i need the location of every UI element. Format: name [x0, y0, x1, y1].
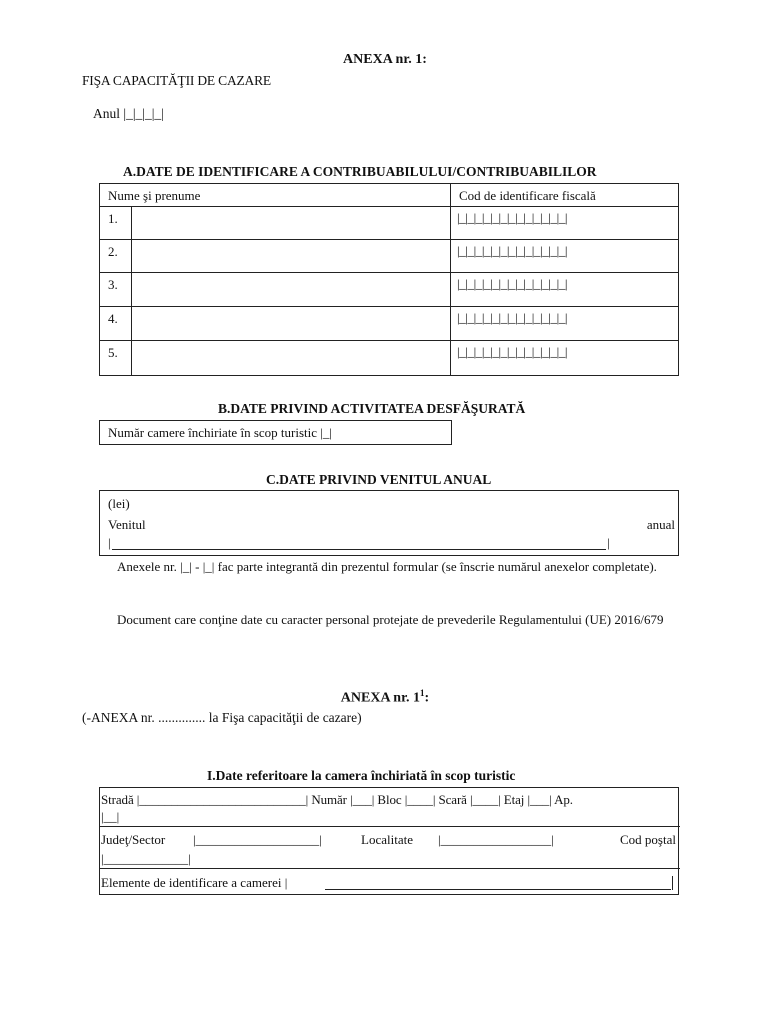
- camere-label: Număr camere închiriate în scop turistic |_|: [108, 425, 332, 440]
- section-a-title: A.DATE DE IDENTIFICARE A CONTRIBUABILULUI/CONTRIBUABILILOR: [123, 164, 597, 179]
- camere-box[interactable]: [99, 420, 452, 445]
- strada-row[interactable]: Stradă |__________________________| Număr |___| Bloc |____| Scară |____| Etaj |___| Ap.: [101, 792, 573, 807]
- cif-cell[interactable]: [450, 239, 679, 273]
- row-divider: [100, 868, 680, 869]
- name-input-cell[interactable]: [131, 306, 451, 341]
- gdpr-paragraph: Document care conţine date cu caracter personal protejate de prevederile Regulamentului (UE) 2016/679: [117, 612, 664, 627]
- row-number: 1.: [108, 211, 118, 226]
- row-number-cell: [99, 239, 132, 273]
- venitul-label: Venitul: [108, 517, 146, 532]
- section-b-title: B.DATE PRIVIND ACTIVITATEA DESFĂŞURATĂ: [218, 401, 526, 416]
- localitate-field[interactable]: |_________________|: [438, 832, 554, 847]
- venit-line-start: |: [108, 535, 111, 550]
- row-divider: [100, 826, 680, 827]
- venit-input-line[interactable]: [108, 537, 610, 550]
- lei-label: (lei): [108, 496, 130, 511]
- name-input-cell[interactable]: [131, 239, 451, 273]
- judet-field[interactable]: |___________________|: [193, 832, 322, 847]
- cod-postal-label: Cod poştal: [620, 832, 676, 847]
- cif-field[interactable]: |_|_|_|_|_|_|_|_|_|_|_|_|_|: [457, 243, 568, 258]
- cif-field[interactable]: |_|_|_|_|_|_|_|_|_|_|_|_|_|: [457, 276, 568, 291]
- row-number: 4.: [108, 311, 118, 326]
- row-number: 5.: [108, 345, 118, 360]
- identification-table: [99, 183, 679, 376]
- row-number: 2.: [108, 244, 118, 259]
- elemente-row[interactable]: [101, 875, 677, 891]
- row-number-cell: [99, 306, 132, 341]
- cif-cell[interactable]: [450, 340, 679, 376]
- cif-cell[interactable]: [450, 206, 679, 240]
- cif-field[interactable]: |_|_|_|_|_|_|_|_|_|_|_|_|_|: [457, 210, 568, 225]
- fisa-title: FIŞA CAPACITĂŢII DE CAZARE: [82, 73, 271, 88]
- elemente-line-end: [672, 876, 673, 890]
- anexele-paragraph: Anexele nr. |_| - |_| fac parte integrantă din prezentul formular (se înscrie numărul anexelor completate).: [117, 559, 657, 574]
- row-number-cell: [99, 272, 132, 307]
- section-c-title: C.DATE PRIVIND VENITUL ANUAL: [266, 472, 492, 487]
- cif-field[interactable]: |_|_|_|_|_|_|_|_|_|_|_|_|_|: [457, 310, 568, 325]
- elemente-underline: [325, 889, 671, 890]
- anul-field[interactable]: Anul |_|_|_|_|: [93, 106, 164, 121]
- col-name-label: Nume şi prenume: [108, 188, 201, 203]
- localitate-label: Localitate: [361, 832, 413, 847]
- row-number: 3.: [108, 277, 118, 292]
- cod-postal-field[interactable]: |_____________|: [101, 851, 191, 866]
- anexa11-title-main: ANEXA nr. 1: [340, 690, 421, 706]
- row-number-cell: [99, 340, 132, 376]
- name-input-cell[interactable]: [131, 206, 451, 240]
- elemente-label: Elemente de identificare a camerei |: [101, 875, 288, 890]
- anexa11-title: [0, 688, 770, 707]
- judet-label: Judeţ/Sector: [101, 832, 166, 847]
- cif-cell[interactable]: [450, 306, 679, 341]
- anual-label: anual: [646, 517, 675, 532]
- anexa11-title-sup: 1: [420, 688, 425, 698]
- col-cif-label: Cod de identificare fiscală: [459, 188, 596, 203]
- venit-box: [99, 490, 679, 556]
- section-i-title: I.Date referitoare la camera închiriată în scop turistic: [207, 768, 516, 783]
- col-header-name: [99, 183, 451, 207]
- ap-field[interactable]: |__|: [101, 809, 120, 824]
- venit-underline: [112, 549, 606, 550]
- venit-line-end: |: [607, 535, 610, 550]
- cif-cell[interactable]: [450, 272, 679, 307]
- name-input-cell[interactable]: [131, 272, 451, 307]
- anexa1-title: ANEXA nr. 1:: [343, 52, 427, 67]
- name-input-cell[interactable]: [131, 340, 451, 376]
- camera-box: [99, 787, 679, 895]
- cif-field[interactable]: |_|_|_|_|_|_|_|_|_|_|_|_|_|: [457, 344, 568, 359]
- row-number-cell: [99, 206, 132, 240]
- anexa11-subtitle: (-ANEXA nr. .............. la Fişa capacităţii de cazare): [82, 710, 362, 725]
- col-header-cif: [450, 183, 679, 207]
- anexa11-title-colon: :: [424, 690, 430, 706]
